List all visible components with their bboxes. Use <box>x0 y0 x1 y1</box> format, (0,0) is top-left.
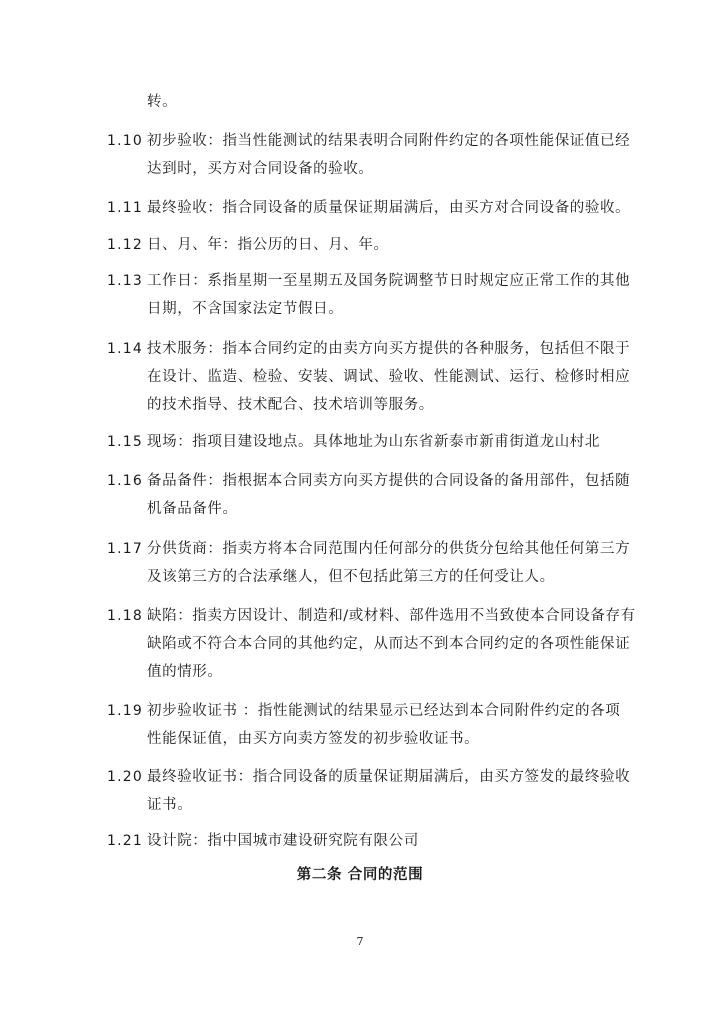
clause-text: 性能保证值，由买方向卖方签发的初步验收证书。 <box>147 731 480 747</box>
clause-number: 1.17 <box>107 541 143 557</box>
clause-text: 初步验收：指当性能测试的结果表明合同附件约定的各项性能保证值已经 <box>147 133 631 149</box>
clause-number: 1.21 <box>107 833 143 849</box>
clause-text: 达到时，买方对合同设备的验收。 <box>147 161 374 177</box>
section-heading: 第二条 合同的范围 <box>296 867 424 883</box>
clause-number: 1.12 <box>107 237 143 253</box>
page-number: 7 <box>356 935 364 948</box>
clause-number: 1.18 <box>107 608 143 624</box>
clause-text: 机备品备件。 <box>147 501 238 517</box>
clause-text: 证书。 <box>147 797 193 813</box>
clause-number: 1.11 <box>107 200 143 216</box>
clause-text: 初步验收证书 ：指性能测试的结果显示已经达到本合同附件约定的各项 <box>147 703 621 719</box>
clause-text: 技术服务：指本合同约定的由卖方向买方提供的各种服务，包括但不限于 <box>147 341 631 357</box>
clause-number: 1.20 <box>107 769 143 785</box>
clause-number: 1.19 <box>107 703 143 719</box>
clause-text: 日期，不含国家法定节假日。 <box>147 301 344 317</box>
clause-text: 现场：指项目建设地点。具体地址为山东省新泰市新甫街道龙山村北 <box>147 434 600 450</box>
clause-text: 转。 <box>147 94 178 110</box>
clause-text: 及该第三方的合法承继人，但不包括此第三方的任何受让人。 <box>147 569 555 585</box>
clause-text: 最终验收证书：指合同设备的质量保证期届满后，由买方签发的最终验收 <box>147 769 631 785</box>
clause-number: 1.15 <box>107 434 143 450</box>
clause-text: 值的情形。 <box>147 664 223 680</box>
clause-text: 缺陷或不符合本合同的其他约定，从而达不到本合同约定的各项性能保证 <box>147 636 631 652</box>
clause-text: 工作日：系指星期一至星期五及国务院调整节日时规定应正常工作的其他 <box>147 273 631 289</box>
clause-number: 1.13 <box>107 273 143 289</box>
clause-text: 的技术指导、技术配合、技术培训等服务。 <box>147 397 434 413</box>
clause-number: 1.16 <box>107 473 143 489</box>
clause-text: 设计院：指中国城市建设研究院有限公司 <box>147 833 419 849</box>
clause-text: 备品备件：指根据本合同卖方向买方提供的合同设备的备用部件，包括随 <box>147 473 631 489</box>
clause-number: 1.10 <box>107 133 143 149</box>
clause-text: 缺陷：指卖方因设计、制造和/或材料、部件选用不当致使本合同设备存有 <box>147 608 636 624</box>
clause-text: 最终验收：指合同设备的质量保证期届满后，由买方对合同设备的验收。 <box>147 200 631 216</box>
clause-text: 在设计、监造、检验、安装、调试、验收、性能测试、运行、检修时相应 <box>147 369 631 385</box>
clause-text: 分供货商：指卖方将本合同范围内任何部分的供货分包给其他任何第三方 <box>147 541 631 557</box>
clause-text: 日、月、年：指公历的日、月、年。 <box>147 237 389 253</box>
clause-number: 1.14 <box>107 341 143 357</box>
